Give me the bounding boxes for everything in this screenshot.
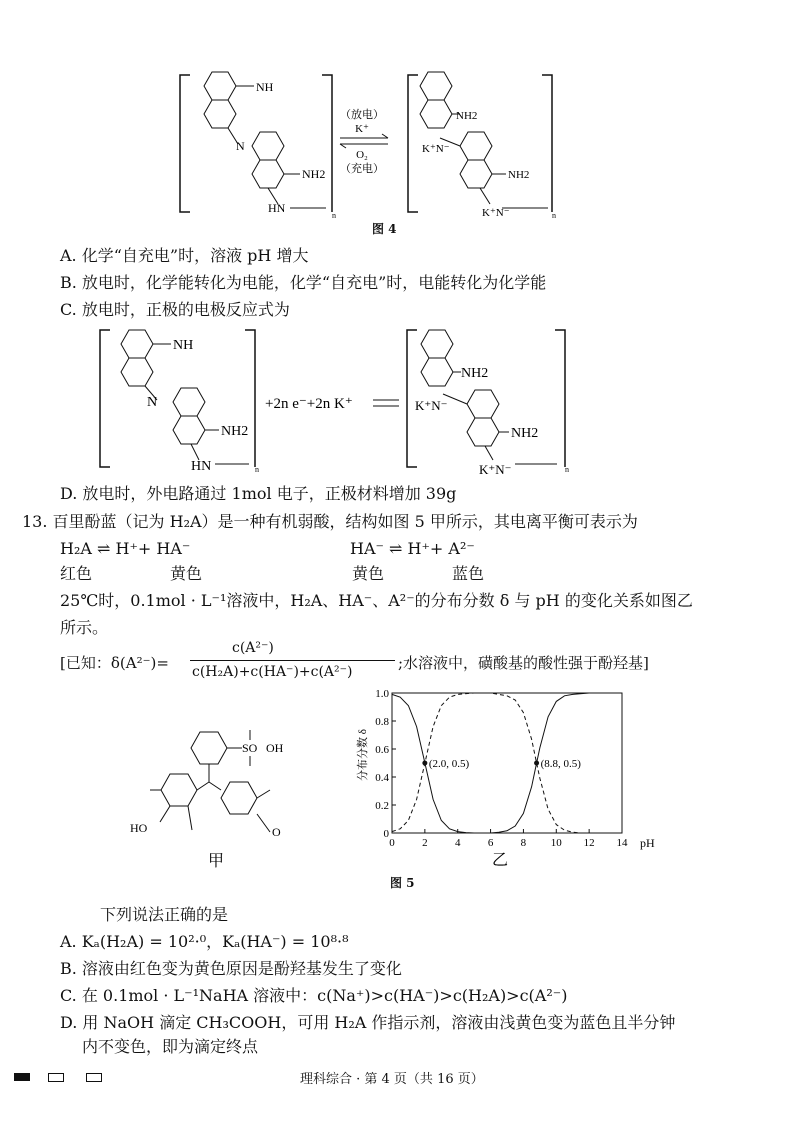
fig4-arrow-top: K⁺ [355, 123, 369, 135]
x-tick-label: 2 [422, 837, 428, 849]
fig4-left-label: NH [256, 80, 274, 94]
known-denominator: c(H₂A)+c(HA⁻)+c(A²⁻) [192, 664, 353, 680]
struct-label: SO [242, 741, 258, 755]
fig4-caption: 图 4 [372, 222, 397, 236]
q12-option-c: C. 放电时，正极的电极反应式为 [60, 300, 290, 319]
x-tick-label: 14 [616, 837, 628, 849]
c-left-label: NH [173, 338, 194, 353]
x-tick-label: 6 [487, 837, 494, 849]
fig4-arrow-bottom: （充电） [340, 163, 384, 175]
x-tick-label: 0 [389, 837, 395, 849]
struct-label: HO [130, 821, 148, 835]
c-right-label: K⁺N⁻ [415, 398, 448, 413]
q13-prompt: 下列说法正确的是 [100, 905, 229, 924]
c-subscript: n [255, 465, 259, 474]
footer-mark-empty [86, 1073, 102, 1082]
known-suffix: ;水溶液中，磺酸基的酸性强于酚羟基] [398, 654, 649, 672]
point-annotation: (2.0, 0.5) [428, 758, 470, 770]
c-right-label: NH2 [461, 366, 489, 381]
q13-option-c: C. 在 0.1mol · L⁻¹NaHA 溶液中：c(Na⁺)>c(HA⁻)>c(H₂A)>c(A²⁻) [60, 986, 568, 1005]
c-left-label: N [147, 395, 158, 410]
point-annotation: (8.8, 0.5) [540, 758, 581, 770]
fig4-right-label: NH2 [508, 169, 530, 181]
q13-stem: 13. 百里酚蓝（记为 H₂A）是一种有机弱酸，结构如图 5 甲所示，其电离平衡可表示为 [22, 512, 638, 531]
c-left-label: NH2 [221, 424, 249, 439]
q12-option-a: A. 化学“自充电”时，溶液 pH 增大 [60, 246, 309, 265]
q13-color-yellow: 黄色 [170, 564, 203, 583]
struct-label: O [272, 825, 281, 839]
q13-option-a: A. Kₐ(H₂A) = 10²·⁰，Kₐ(HA⁻) = 10⁸·⁸ [60, 932, 349, 951]
x-tick-label: 10 [550, 837, 562, 849]
c-subscript: n [565, 465, 569, 474]
c-right-label: NH2 [511, 426, 539, 441]
x-tick-label: 12 [583, 837, 595, 849]
c-left-label: HN [191, 459, 212, 474]
q13-eq1: H₂A ⇌ H⁺+ HA⁻ [60, 539, 191, 558]
y-tick-label: 0.8 [375, 716, 389, 728]
chart-caption: 乙 [492, 852, 509, 869]
crossing-point [422, 761, 427, 766]
page-footer: 理科综合 · 第 4 页（共 16 页） [300, 1072, 484, 1087]
footer-mark-filled [14, 1073, 30, 1081]
struct-caption: 甲 [208, 853, 225, 870]
q13-stem-line2: 25℃时，0.1mol · L⁻¹溶液中，H₂A、HA⁻、A²⁻的分布分数 δ 与 pH 的变化关系如图乙 [60, 591, 693, 610]
fig4-left-label: N [236, 139, 245, 153]
c-right-label: K⁺N⁻ [479, 462, 512, 477]
fig4-left-label: NH2 [302, 167, 326, 181]
q12-option-d: D. 放电时，外电路通过 1mol 电子，正极材料增加 39g [60, 484, 457, 503]
q13-color-yellow: 黄色 [352, 564, 385, 583]
q13-option-d: D. 用 NaOH 滴定 CH₃COOH，可用 H₂A 作指示剂，溶液由浅黄色变为蓝色且半分钟 [60, 1013, 676, 1032]
y-axis-label: 分布分数 δ [357, 729, 369, 781]
q13-option-d-cont: 内不变色，即为滴定终点 [82, 1037, 259, 1056]
fig4-subscript: n [332, 211, 336, 220]
fig4-left-label: HN [268, 201, 286, 215]
structure-jia [130, 710, 330, 870]
footer-mark-empty [48, 1073, 64, 1082]
struct-label: OH [266, 741, 284, 755]
fig4-right-label: NH2 [456, 110, 478, 122]
known-prefix: [已知：δ(A²⁻)= [60, 654, 169, 672]
q13-eq2: HA⁻ ⇌ H⁺+ A²⁻ [350, 539, 475, 558]
fig4-reaction [150, 60, 580, 240]
q13-option-b: B. 溶液由红色变为黄色原因是酚羟基发生了变化 [60, 959, 402, 978]
q12-option-b: B. 放电时，化学能转化为电能，化学“自充电”时，电能转化为化学能 [60, 273, 547, 292]
fig4-subscript: n [552, 211, 556, 220]
y-tick-label: 0 [383, 828, 389, 840]
q13-stem-line3: 所示。 [60, 618, 109, 637]
fig4-arrow-top: （放电） [340, 109, 384, 121]
x-tick-label: 4 [454, 837, 461, 849]
fig4-arrow-bottom: O₂ [356, 149, 368, 161]
c-equation-middle: +2n e⁻+2n K⁺ [265, 396, 353, 412]
q13-color-blue: 蓝色 [452, 564, 485, 583]
known-numerator: c(A²⁻) [232, 640, 274, 656]
crossing-point [534, 761, 539, 766]
y-tick-label: 1.0 [375, 688, 389, 700]
y-tick-label: 0.2 [375, 800, 389, 812]
y-tick-label: 0.4 [375, 772, 389, 784]
chart-yi [350, 685, 670, 870]
fig5-caption: 图 5 [390, 876, 415, 890]
y-tick-label: 0.6 [375, 744, 389, 756]
x-axis-label: pH [640, 836, 655, 850]
q12-c-equation [95, 322, 575, 482]
fig4-right-label: K⁺N⁻ [422, 143, 450, 155]
fraction-bar [190, 660, 395, 661]
q13-color-red: 红色 [60, 564, 93, 583]
fig4-right-label: K⁺N⁻ [482, 207, 510, 219]
x-tick-label: 8 [520, 837, 527, 849]
